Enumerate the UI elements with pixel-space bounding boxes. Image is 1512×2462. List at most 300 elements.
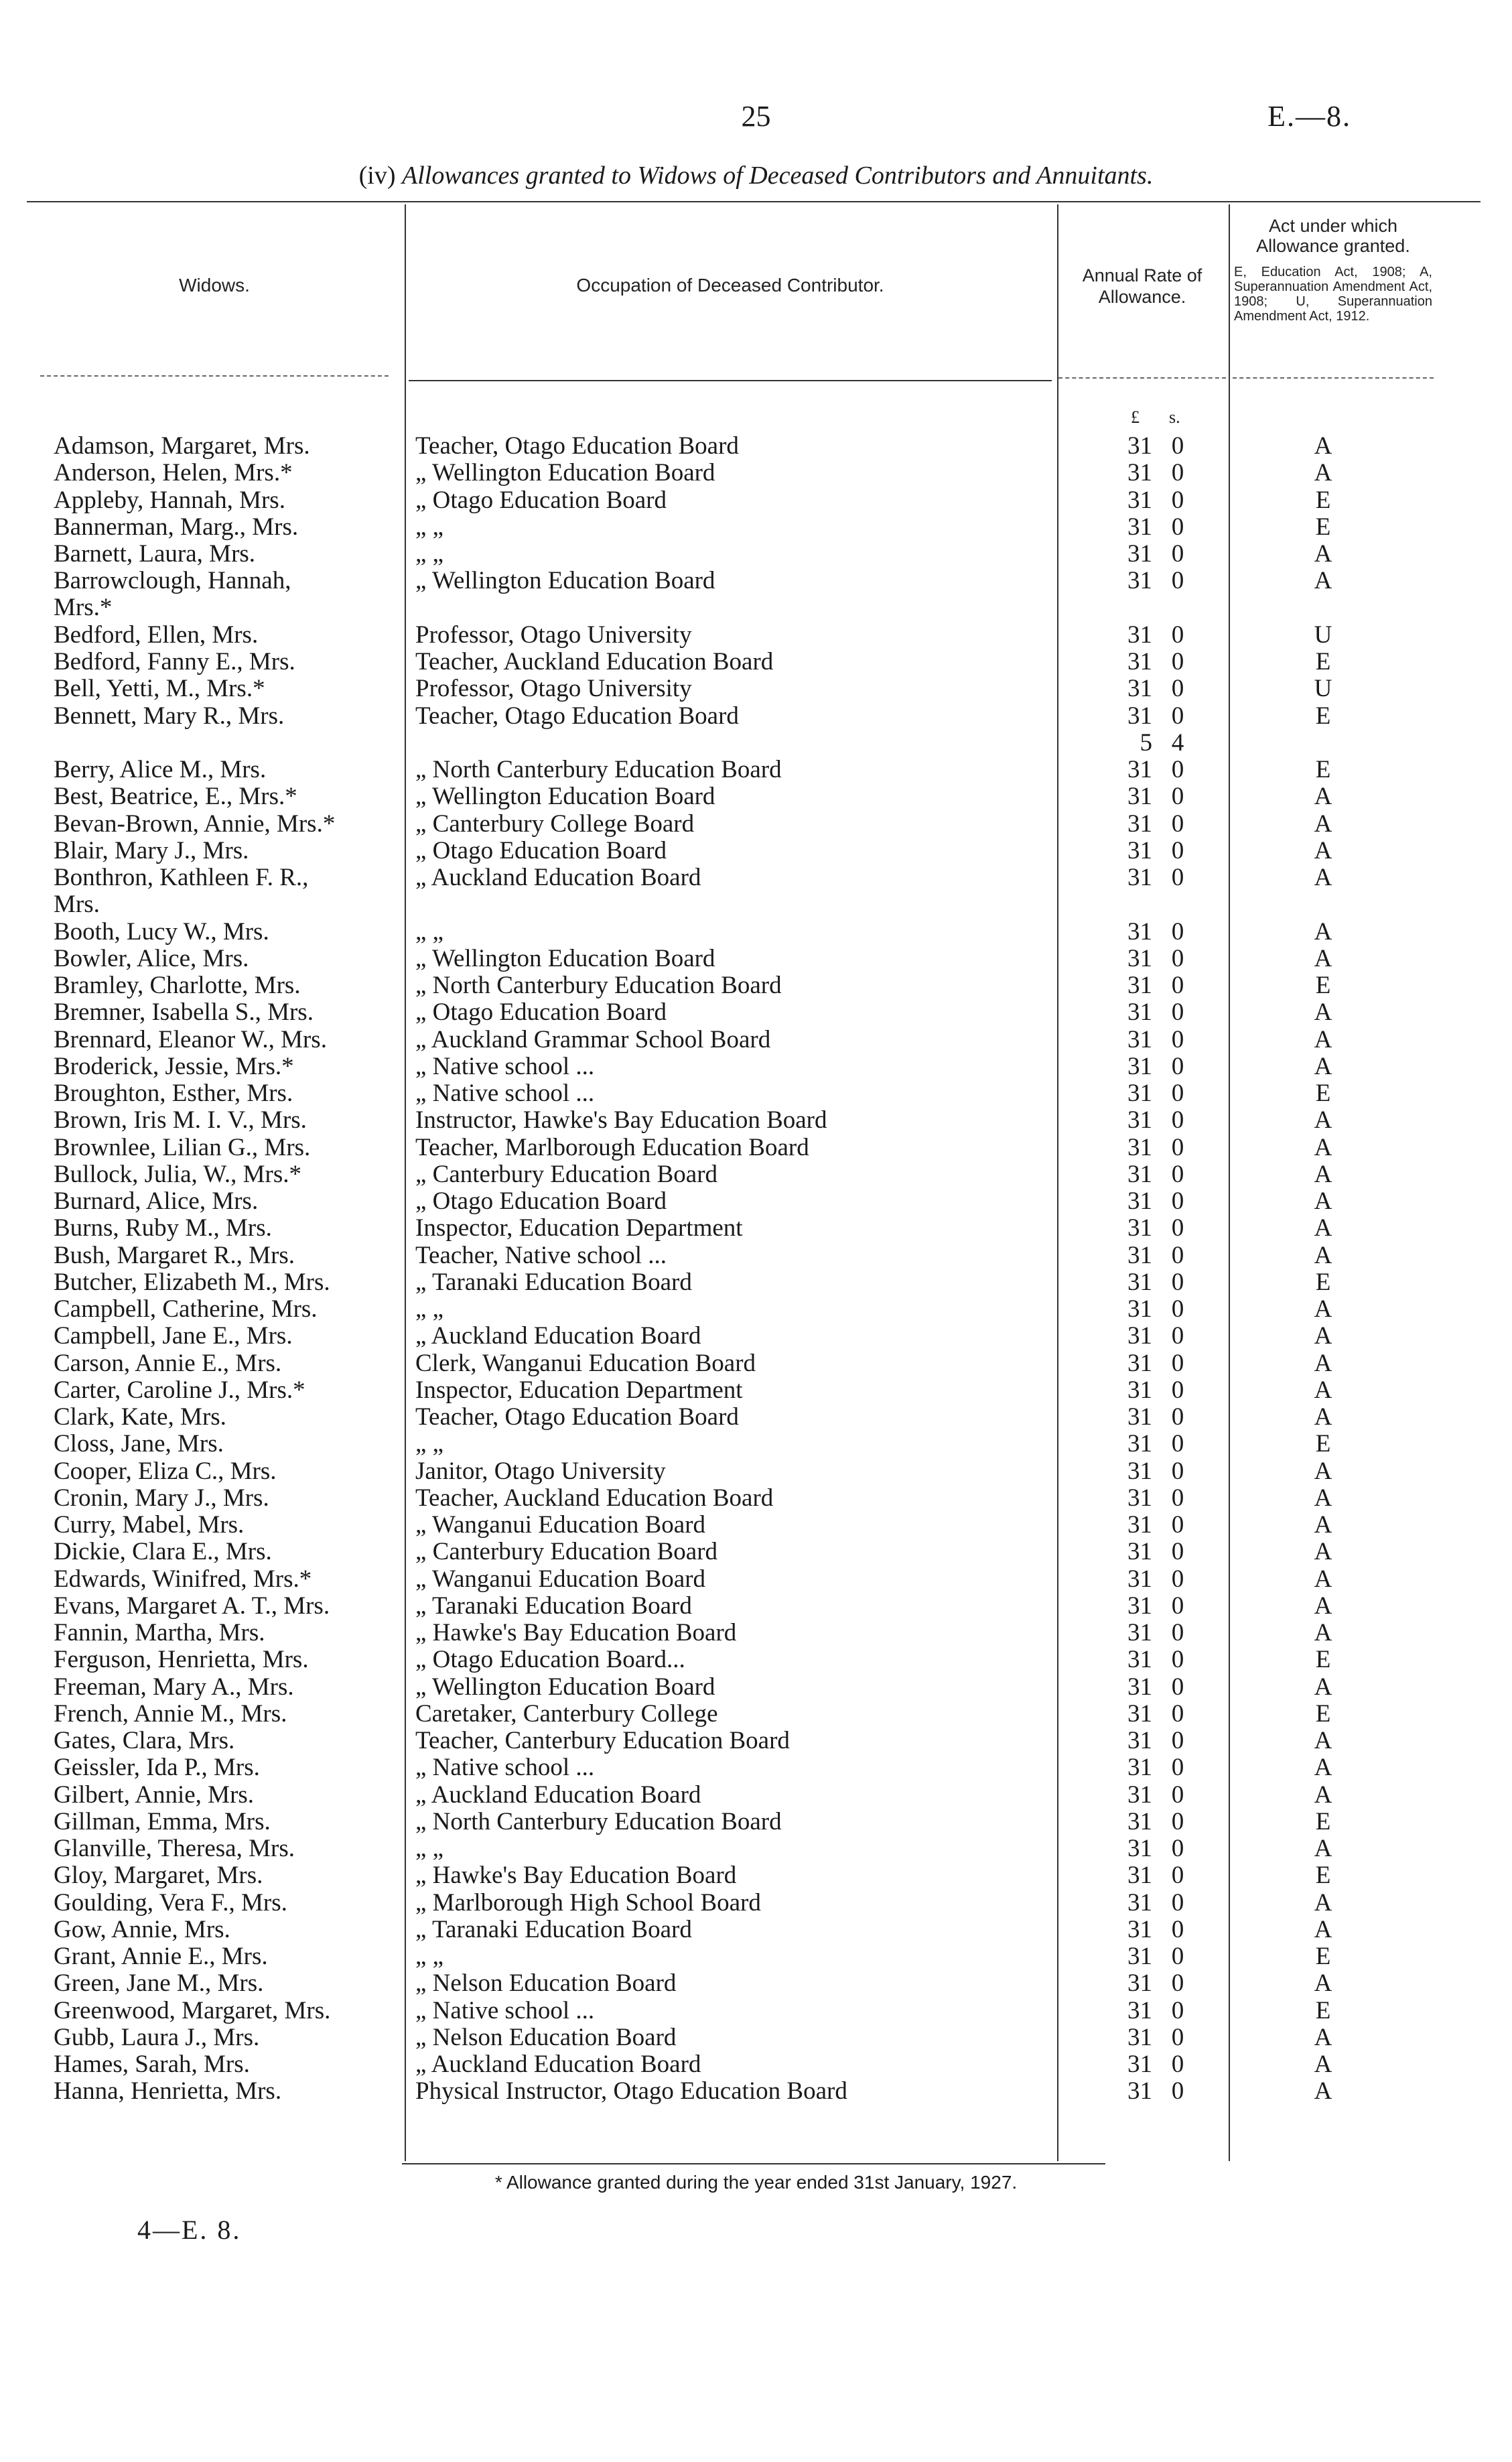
footnote: * Allowance granted during the year ended 31st January, 1927. (494, 2172, 1018, 2193)
allowance-shillings: 0 (1171, 2051, 1184, 2078)
act-code: A (1314, 1673, 1332, 1701)
occupation: „ Auckland Education Board (415, 1780, 701, 1809)
allowance-pounds: 31 (1127, 809, 1152, 838)
widow-name: Gloy, Margaret, Mrs. (54, 1862, 263, 1890)
widow-name: Dickie, Clara E., Mrs. (54, 1539, 272, 1566)
page-number: 25 (741, 100, 771, 133)
occupation: „ Canterbury Education Board (415, 1538, 718, 1566)
act-code: A (1314, 1295, 1332, 1323)
widow-name: Cooper, Eliza C., Mrs. (54, 1457, 277, 1485)
occupation: „ „ (415, 1943, 444, 1970)
table-row (0, 1431, 1512, 1457)
allowance-pounds: 31 (1127, 621, 1152, 649)
table-row (0, 1027, 1512, 1053)
widow-name: Bedford, Fanny E., Mrs. (54, 649, 295, 675)
occupation: „ „ (415, 513, 444, 541)
occupation: „ Native school ... (415, 1080, 595, 1107)
act-code: A (1314, 1727, 1332, 1754)
allowance-pounds: 31 (1127, 1160, 1152, 1188)
header-rule-widows (40, 375, 389, 377)
widow-name: Gilbert, Annie, Mrs. (54, 1781, 255, 1809)
occupation: „ Wanganui Education Board (415, 1565, 706, 1593)
table-row (0, 1593, 1512, 1620)
act-code: A (1314, 1780, 1332, 1809)
act-code: E (1315, 756, 1331, 783)
allowance-shillings: 0 (1171, 1699, 1184, 1728)
act-code: A (1314, 1349, 1332, 1377)
occupation: „ Taranaki Education Board (415, 1915, 692, 1943)
widow-name: Campbell, Catherine, Mrs. (54, 1296, 318, 1323)
table-row (0, 1620, 1512, 1646)
widow-name: Gow, Annie, Mrs. (54, 1916, 230, 1943)
occupation: „ Native school ... (415, 1052, 595, 1080)
act-code: E (1315, 972, 1331, 999)
table-row (0, 1053, 1512, 1080)
act-code: A (1314, 540, 1332, 568)
act-code: A (1314, 809, 1332, 838)
allowance-pounds: 31 (1127, 836, 1152, 864)
allowance-pounds: 31 (1127, 567, 1152, 595)
occupation: „ „ (415, 540, 444, 568)
occupation: Teacher, Native school ... (415, 1241, 667, 1269)
table-row (0, 541, 1512, 568)
widow-name: Greenwood, Margaret, Mrs. (54, 1997, 331, 2024)
occupation: Teacher, Otago Education Board (415, 702, 739, 730)
allowance-pounds: 31 (1127, 1619, 1152, 1646)
allowance-shillings: 0 (1171, 540, 1184, 568)
allowance-pounds: 31 (1127, 513, 1152, 541)
allowance-shillings: 0 (1171, 1888, 1184, 1917)
widow-name: Bullock, Julia, W., Mrs.* (54, 1161, 302, 1188)
allowance-shillings: 0 (1171, 459, 1184, 487)
allowance-pounds: 31 (1127, 1241, 1152, 1269)
act-code: E (1315, 486, 1331, 514)
table-row (0, 703, 1512, 757)
allowance-pounds: 31 (1127, 972, 1152, 999)
widow-name: Bannerman, Marg., Mrs. (54, 513, 299, 541)
widow-name: Bell, Yetti, M., Mrs.* (54, 675, 265, 703)
table-row (0, 1970, 1512, 1997)
allowance-shillings: 0 (1171, 513, 1184, 541)
act-code: A (1314, 1511, 1332, 1539)
allowance-shillings: 0 (1171, 675, 1184, 703)
allowance-shillings: 0 (1171, 1619, 1184, 1646)
widow-name: Adamson, Margaret, Mrs. (54, 433, 310, 460)
act-code: A (1314, 1835, 1332, 1862)
act-code: A (1314, 1376, 1332, 1404)
table-row (0, 1646, 1512, 1673)
allowance-shillings: 0 (1171, 1646, 1184, 1674)
table-row (0, 1674, 1512, 1701)
act-code: A (1314, 1484, 1332, 1512)
allowance-pounds: 31 (1127, 1376, 1152, 1404)
allowance-pounds: 31 (1127, 1511, 1152, 1539)
occupation: Janitor, Otago University (415, 1457, 666, 1485)
act-code: A (1314, 1133, 1332, 1161)
widow-name: Appleby, Hannah, Mrs. (54, 487, 285, 514)
pounds-unit: £ (1131, 407, 1140, 427)
table-row (0, 568, 1512, 622)
occupation: „ „ (415, 1295, 444, 1323)
occupation: „ Taranaki Education Board (415, 1268, 692, 1296)
act-code: A (1314, 1187, 1332, 1215)
table-row (0, 1512, 1512, 1539)
allowance-pounds: 31 (1127, 1106, 1152, 1135)
occupation: „ North Canterbury Education Board (415, 972, 782, 999)
occupation: Teacher, Otago Education Board (415, 1403, 739, 1431)
occupation: „ Wellington Education Board (415, 459, 715, 487)
act-code: A (1314, 836, 1332, 864)
allowance-pounds: 31 (1127, 1025, 1152, 1053)
occupation: „ North Canterbury Education Board (415, 756, 782, 783)
widow-name: Bramley, Charlotte, Mrs. (54, 972, 301, 999)
allowance-pounds: 31 (1127, 675, 1152, 703)
occupation: „ Otago Education Board (415, 486, 667, 514)
act-code: E (1315, 702, 1331, 730)
widow-name: Carson, Annie E., Mrs. (54, 1350, 282, 1377)
allowance-shillings: 0 (1171, 917, 1184, 946)
allowance-shillings: 0 (1171, 1080, 1184, 1107)
allowance-pounds: 31 (1127, 1295, 1152, 1323)
allowance-shillings: 0 (1171, 432, 1184, 460)
widow-name: Bowler, Alice, Mrs. (54, 945, 249, 972)
allowance-shillings: 0 (1171, 1969, 1184, 1998)
widow-name: Brownlee, Lilian G., Mrs. (54, 1134, 311, 1161)
allowance-shillings: 0 (1171, 972, 1184, 999)
allowance-pounds: 31 (1127, 2051, 1152, 2078)
widow-name: Butcher, Elizabeth M., Mrs. (54, 1269, 330, 1296)
widow-name: Bevan-Brown, Annie, Mrs.* (54, 810, 336, 838)
act-code: A (1314, 2051, 1332, 2078)
widow-name: Geissler, Ida P., Mrs. (54, 1754, 260, 1782)
allowance-pounds: 31 (1127, 1080, 1152, 1107)
allowance-shillings: 0 (1171, 1241, 1184, 1269)
occupation: „ Otago Education Board (415, 1187, 667, 1215)
allowance-pounds: 31 (1127, 459, 1152, 487)
allowance-pounds: 31 (1127, 1888, 1152, 1917)
table-row (0, 1296, 1512, 1323)
header-act-detail: E, Education Act, 1908; A, Superannuation Amendment Act, 1908; U, Superannuation Amendment Act, 1912. (1234, 265, 1432, 324)
widow-name: Barnett, Laura, Mrs. (54, 541, 256, 568)
allowance-shillings: 0 (1171, 1780, 1184, 1809)
act-code: E (1315, 1268, 1331, 1296)
occupation: „ Auckland Education Board (415, 864, 701, 891)
header-annual-rate: Annual Rate of Allowance. (1082, 265, 1202, 307)
act-code: E (1315, 1807, 1331, 1835)
table-row (0, 1215, 1512, 1242)
widow-name: Broughton, Esther, Mrs. (54, 1080, 293, 1107)
act-code: E (1315, 1943, 1331, 1970)
allowance-pounds: 31 (1127, 540, 1152, 568)
widow-name: Hames, Sarah, Mrs. (54, 2051, 250, 2078)
table-row (0, 1350, 1512, 1377)
allowance-pounds: 31 (1127, 1430, 1152, 1458)
allowance-shillings: 0 (1171, 1187, 1184, 1215)
table-row (0, 2078, 1512, 2105)
widow-name: French, Annie M., Mrs. (54, 1700, 287, 1728)
table-row (0, 1917, 1512, 1943)
widow-name: Edwards, Winifred, Mrs.* (54, 1565, 312, 1593)
occupation: „ Wellington Education Board (415, 567, 715, 595)
occupation: „ Canterbury College Board (415, 809, 695, 838)
widow-name: Anderson, Helen, Mrs.* (54, 460, 293, 487)
widow-name: Berry, Alice M., Mrs. (54, 757, 267, 783)
allowance-shillings: 0 (1171, 809, 1184, 838)
occupation: „ Otago Education Board... (415, 1646, 685, 1674)
widow-name: Bush, Margaret R., Mrs. (54, 1242, 295, 1269)
table-row (0, 919, 1512, 946)
allowance-shillings: 0 (1171, 1106, 1184, 1135)
table-row (0, 1754, 1512, 1781)
occupation: „ Auckland Education Board (415, 2051, 701, 2078)
widow-name: Bonthron, Kathleen F. R., Mrs. (54, 864, 309, 918)
occupation: Physical Instructor, Otago Education Board (415, 2077, 847, 2105)
occupation: „ Wellington Education Board (415, 944, 715, 972)
widow-name: Booth, Lucy W., Mrs. (54, 918, 269, 946)
header-widows: Widows. (179, 275, 250, 296)
widow-name: Gubb, Laura J., Mrs. (54, 2024, 260, 2051)
occupation: Teacher, Otago Education Board (415, 432, 739, 460)
table-row (0, 487, 1512, 514)
widow-name: Glanville, Theresa, Mrs. (54, 1835, 295, 1862)
allowance-shillings: 0 (1171, 1511, 1184, 1539)
occupation: Teacher, Auckland Education Board (415, 648, 774, 675)
widow-name: Cronin, Mary J., Mrs. (54, 1484, 269, 1512)
act-code: A (1314, 1160, 1332, 1188)
table-row (0, 1404, 1512, 1431)
allowance-shillings: 0 (1171, 1484, 1184, 1512)
widow-name: Curry, Mabel, Mrs. (54, 1512, 245, 1539)
allowance-pounds: 31 (1127, 1538, 1152, 1566)
header-rule-act (1233, 377, 1434, 379)
act-code: A (1314, 1888, 1332, 1917)
widow-name: Goulding, Vera F., Mrs. (54, 1889, 287, 1917)
act-code: E (1315, 1646, 1331, 1674)
allowance-shillings: 0 (1171, 1915, 1184, 1943)
allowance-shillings: 0 (1171, 1862, 1184, 1890)
occupation: „ Otago Education Board (415, 998, 667, 1027)
occupation: Caretaker, Canterbury College (415, 1699, 718, 1728)
act-code: A (1314, 1538, 1332, 1566)
allowance-pounds: 31 (1127, 1646, 1152, 1674)
widow-name: Evans, Margaret A. T., Mrs. (54, 1592, 330, 1620)
allowance-pounds: 31 (1127, 1807, 1152, 1835)
allowance-pounds: 31 (1127, 1754, 1152, 1782)
table-row (0, 1135, 1512, 1161)
act-code: A (1314, 998, 1332, 1027)
allowance-pounds: 31 (1127, 998, 1152, 1027)
occupation: „ Hawke's Bay Education Board (415, 1619, 737, 1646)
widow-name: Barrowclough, Hannah, Mrs.* (54, 568, 291, 622)
allowance-shillings: 0 (1171, 1457, 1184, 1485)
widow-name: Gillman, Emma, Mrs. (54, 1808, 271, 1835)
allowance-shillings: 0 (1171, 1295, 1184, 1323)
allowance-shillings: 0 (1171, 1133, 1184, 1161)
act-code: A (1314, 917, 1332, 946)
act-code: A (1314, 1969, 1332, 1998)
widow-name: Ferguson, Henrietta, Mrs. (54, 1646, 309, 1674)
widow-name: Brown, Iris M. I. V., Mrs. (54, 1107, 307, 1135)
table-row (0, 1539, 1512, 1565)
allowance-shillings: 0 (1171, 1430, 1184, 1458)
widow-name: Gates, Clara, Mrs. (54, 1728, 235, 1754)
table-row (0, 514, 1512, 541)
allowance-shillings: 0 (1171, 1322, 1184, 1350)
table-row (0, 1701, 1512, 1728)
allowance-pounds: 31 (1127, 1699, 1152, 1728)
occupation: Professor, Otago University (415, 675, 692, 703)
table-row (0, 1943, 1512, 1970)
act-code: E (1315, 513, 1331, 541)
allowance-shillings: 0 (1171, 1807, 1184, 1835)
allowance-shillings: 0 (1171, 1052, 1184, 1080)
occupation: Teacher, Canterbury Education Board (415, 1727, 790, 1754)
allowance-shillings: 0 (1171, 783, 1184, 811)
widow-name: Green, Jane M., Mrs. (54, 1970, 264, 1998)
table-row (0, 675, 1512, 702)
table-row (0, 1566, 1512, 1593)
table-row (0, 1809, 1512, 1835)
allowance-shillings: 0 4 (1171, 702, 1184, 757)
allowance-pounds: 31 (1127, 1969, 1152, 1998)
table-row (0, 433, 1512, 460)
act-code: A (1314, 1565, 1332, 1593)
allowance-pounds: 31 (1127, 1780, 1152, 1809)
allowance-shillings: 0 (1171, 1376, 1184, 1404)
allowance-shillings: 0 (1171, 1160, 1184, 1188)
allowance-pounds: 31 (1127, 1484, 1152, 1512)
act-code: A (1314, 864, 1332, 891)
sheet-reference: 4—E. 8. (137, 2215, 242, 2245)
allowance-shillings: 0 (1171, 1214, 1184, 1242)
table-row (0, 972, 1512, 999)
act-code: E (1315, 1430, 1331, 1458)
act-code: A (1314, 1322, 1332, 1350)
allowance-shillings: 0 (1171, 567, 1184, 595)
allowance-shillings: 0 (1171, 1835, 1184, 1862)
act-code: A (1314, 1052, 1332, 1080)
widow-name: Freeman, Mary A., Mrs. (54, 1673, 294, 1701)
occupation: Teacher, Auckland Education Board (415, 1484, 774, 1512)
table-row (0, 1998, 1512, 2024)
occupation: „ Auckland Education Board (415, 1322, 701, 1350)
widow-name: Campbell, Jane E., Mrs. (54, 1323, 293, 1350)
allowance-shillings: 0 (1171, 1349, 1184, 1377)
table-row (0, 1862, 1512, 1889)
table-row (0, 622, 1512, 649)
allowance-pounds: 31 (1127, 1943, 1152, 1970)
occupation: „ Wellington Education Board (415, 1673, 715, 1701)
allowance-pounds: 31 (1127, 1403, 1152, 1431)
widow-name: Closs, Jane, Mrs. (54, 1431, 224, 1458)
act-code: A (1314, 1025, 1332, 1053)
allowance-shillings: 0 (1171, 1943, 1184, 1970)
allowance-pounds: 31 (1127, 432, 1152, 460)
allowance-shillings: 0 (1171, 1673, 1184, 1701)
allowance-pounds: 31 (1127, 1457, 1152, 1485)
allowance-pounds: 31 (1127, 1052, 1152, 1080)
act-code: A (1314, 2077, 1332, 2105)
section-prefix: (iv) (358, 161, 396, 190)
allowance-pounds: 31 5 (1127, 702, 1152, 757)
occupation: „ Nelson Education Board (415, 2023, 677, 2051)
allowance-shillings: 0 (1171, 756, 1184, 783)
allowance-shillings: 0 (1171, 1996, 1184, 2024)
act-code: U (1314, 675, 1332, 703)
allowance-pounds: 31 (1127, 1862, 1152, 1890)
act-code: U (1314, 621, 1332, 649)
allowance-pounds: 31 (1127, 864, 1152, 891)
occupation: „ „ (415, 1835, 444, 1862)
allowance-pounds: 31 (1127, 486, 1152, 514)
act-code: E (1315, 648, 1331, 675)
header-rule-occupation (409, 380, 1052, 381)
table-row (0, 1269, 1512, 1296)
allowance-pounds: 31 (1127, 1915, 1152, 1943)
table-row (0, 1377, 1512, 1404)
table-top-rule (27, 201, 1481, 202)
occupation: „ Hawke's Bay Education Board (415, 1862, 737, 1890)
act-code: E (1315, 1862, 1331, 1890)
allowance-shillings: 0 (1171, 621, 1184, 649)
occupation: Instructor, Hawke's Bay Education Board (415, 1106, 827, 1135)
occupation: „ Canterbury Education Board (415, 1160, 718, 1188)
widow-name: Carter, Caroline J., Mrs.* (54, 1376, 305, 1404)
occupation: Clerk, Wanganui Education Board (415, 1349, 756, 1377)
allowance-pounds: 31 (1127, 756, 1152, 783)
table-row (0, 757, 1512, 783)
allowance-pounds: 31 (1127, 648, 1152, 675)
widow-name: Best, Beatrice, E., Mrs.* (54, 783, 297, 811)
occupation: „ Native school ... (415, 1996, 595, 2024)
act-code: E (1315, 1080, 1331, 1107)
act-code: A (1314, 1403, 1332, 1431)
allowance-shillings: 0 (1171, 648, 1184, 675)
section-title-text: Allowances granted to Widows of Deceased Contributors and Annuitants. (402, 161, 1154, 190)
occupation: „ Native school ... (415, 1754, 595, 1782)
occupation: „ „ (415, 1430, 444, 1458)
allowance-pounds: 31 (1127, 1565, 1152, 1593)
table-row (0, 999, 1512, 1026)
act-code: A (1314, 1915, 1332, 1943)
widow-name: Broderick, Jessie, Mrs.* (54, 1053, 294, 1080)
allowance-shillings: 0 (1171, 944, 1184, 972)
occupation: „ North Canterbury Education Board (415, 1807, 782, 1835)
allowance-pounds: 31 (1127, 944, 1152, 972)
header-act-title: Act under which Allowance granted. (1256, 216, 1410, 256)
allowance-pounds: 31 (1127, 2023, 1152, 2051)
table-row (0, 1728, 1512, 1754)
allowance-shillings: 0 (1171, 1268, 1184, 1296)
act-code: A (1314, 783, 1332, 811)
occupation: Teacher, Marlborough Education Board (415, 1133, 809, 1161)
table-row (0, 811, 1512, 838)
allowance-shillings: 0 (1171, 1727, 1184, 1754)
act-code: A (1314, 1754, 1332, 1782)
allowance-pounds: 31 (1127, 1214, 1152, 1242)
table-row (0, 1161, 1512, 1188)
allowance-shillings: 0 (1171, 1403, 1184, 1431)
allowance-table-body (0, 433, 1512, 2105)
allowance-shillings: 0 (1171, 1538, 1184, 1566)
allowance-pounds: 31 (1127, 917, 1152, 946)
header-occupation: Occupation of Deceased Contributor. (576, 275, 884, 296)
act-code: A (1314, 432, 1332, 460)
allowance-shillings: 0 (1171, 1025, 1184, 1053)
widow-name: Burns, Ruby M., Mrs. (54, 1215, 272, 1242)
table-row (0, 1080, 1512, 1107)
allowance-pounds: 31 (1127, 1835, 1152, 1862)
